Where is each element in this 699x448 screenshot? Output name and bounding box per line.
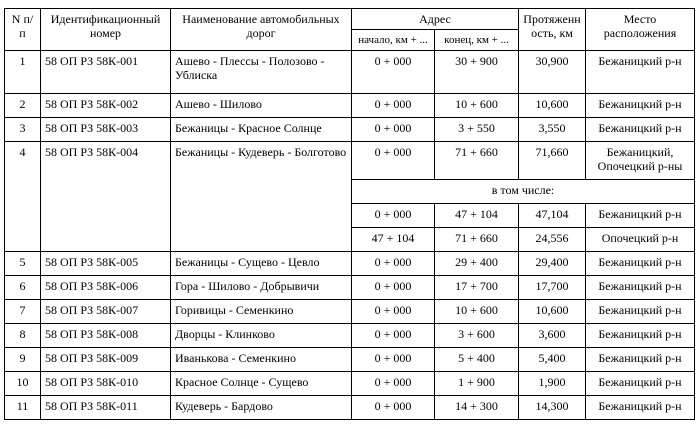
row-name: Иванькова - Семенкино xyxy=(171,348,352,372)
row-end: 71 + 660 xyxy=(435,142,519,180)
row-id: 58 ОП РЗ 58К-005 xyxy=(41,252,171,276)
row-start: 0 + 000 xyxy=(352,396,435,420)
row-name: Ашево - Плессы - Полозово - Ублиска xyxy=(171,51,352,94)
row-name: Кудеверь - Бардово xyxy=(171,396,352,420)
row-length: 71,660 xyxy=(519,142,586,180)
row-location: Бежаницкий р-н xyxy=(586,252,695,276)
row-num: 4 xyxy=(5,142,41,252)
header-name: Наименование автомобильных дорог xyxy=(171,9,352,51)
row-num: 10 xyxy=(5,372,41,396)
row-name: Дворцы - Клинково xyxy=(171,324,352,348)
row-end: 5 + 400 xyxy=(435,348,519,372)
subrow-location: Опочецкий р-н xyxy=(586,228,695,252)
row-start: 0 + 000 xyxy=(352,372,435,396)
subrow-length: 47,104 xyxy=(519,204,586,228)
row-location: Бежаницкий р-н xyxy=(586,348,695,372)
roads-table xyxy=(4,8,695,420)
row-length: 10,600 xyxy=(519,94,586,118)
row-length: 14,300 xyxy=(519,396,586,420)
row-location: Бежаницкий р-н xyxy=(586,300,695,324)
including-label: в том числе: xyxy=(352,180,695,204)
row-length: 5,400 xyxy=(519,348,586,372)
row-id: 58 ОП РЗ 58К-010 xyxy=(41,372,171,396)
row-length: 1,900 xyxy=(519,372,586,396)
subrow-location: Бежаницкий р-н xyxy=(586,204,695,228)
row-id: 58 ОП РЗ 58К-002 xyxy=(41,94,171,118)
row-end: 14 + 300 xyxy=(435,396,519,420)
header-start: начало, км + ... xyxy=(352,30,435,51)
row-start: 0 + 000 xyxy=(352,276,435,300)
row-end: 17 + 700 xyxy=(435,276,519,300)
table-row xyxy=(5,324,695,348)
row-end: 30 + 900 xyxy=(435,51,519,94)
row-end: 29 + 400 xyxy=(435,252,519,276)
row-length: 10,600 xyxy=(519,300,586,324)
row-end: 10 + 600 xyxy=(435,300,519,324)
header-end: конец, км + ... xyxy=(435,30,519,51)
row-name: Горивицы - Семенкино xyxy=(171,300,352,324)
table-row xyxy=(5,252,695,276)
subrow-start: 0 + 000 xyxy=(352,204,435,228)
row-name: Красное Солнце - Сущево xyxy=(171,372,352,396)
row-num: 5 xyxy=(5,252,41,276)
row-name: Бежаницы - Сущево - Цевло xyxy=(171,252,352,276)
row-name: Ашево - Шилово xyxy=(171,94,352,118)
row-num: 9 xyxy=(5,348,41,372)
row-id: 58 ОП РЗ 58К-008 xyxy=(41,324,171,348)
row-length: 3,600 xyxy=(519,324,586,348)
row-length: 29,400 xyxy=(519,252,586,276)
row-location: Бежаницкий р-н xyxy=(586,372,695,396)
row-end: 1 + 900 xyxy=(435,372,519,396)
row-location: Бежаницкий р-н xyxy=(586,396,695,420)
header-location: Место расположения xyxy=(586,9,695,51)
subrow-length: 24,556 xyxy=(519,228,586,252)
table-row xyxy=(5,51,695,94)
row-length: 30,900 xyxy=(519,51,586,94)
row-id: 58 ОП РЗ 58К-007 xyxy=(41,300,171,324)
row-start: 0 + 000 xyxy=(352,252,435,276)
row-location: Бежаницкий р-н xyxy=(586,118,695,142)
row-end: 3 + 600 xyxy=(435,324,519,348)
row-length: 17,700 xyxy=(519,276,586,300)
row-num: 7 xyxy=(5,300,41,324)
row-location: Бежаницкий, Опочецкий р-ны xyxy=(586,142,695,180)
header-address: Адрес xyxy=(352,9,519,30)
row-start: 0 + 000 xyxy=(352,300,435,324)
header-length: Протяженность, км xyxy=(519,9,586,51)
row-start: 0 + 000 xyxy=(352,94,435,118)
table-row xyxy=(5,142,695,180)
subrow-end: 71 + 660 xyxy=(435,228,519,252)
subrow-end: 47 + 104 xyxy=(435,204,519,228)
header-num: N п/п xyxy=(5,9,41,51)
row-name: Бежаницы - Кудеверь - Болготово xyxy=(171,142,352,252)
row-end: 3 + 550 xyxy=(435,118,519,142)
row-num: 1 xyxy=(5,51,41,94)
row-num: 3 xyxy=(5,118,41,142)
row-start: 0 + 000 xyxy=(352,51,435,94)
row-location: Бежаницкий р-н xyxy=(586,94,695,118)
row-id: 58 ОП РЗ 58К-009 xyxy=(41,348,171,372)
row-id: 58 ОП РЗ 58К-011 xyxy=(41,396,171,420)
row-num: 8 xyxy=(5,324,41,348)
table-row xyxy=(5,94,695,118)
subrow-start: 47 + 104 xyxy=(352,228,435,252)
row-id: 58 ОП РЗ 58К-001 xyxy=(41,51,171,94)
row-id: 58 ОП РЗ 58К-003 xyxy=(41,118,171,142)
row-length: 3,550 xyxy=(519,118,586,142)
row-name: Гора - Шилово - Добрывичи xyxy=(171,276,352,300)
row-location: Бежаницкий р-н xyxy=(586,324,695,348)
row-location: Бежаницкий р-н xyxy=(586,276,695,300)
row-name: Бежаницы - Красное Солнце xyxy=(171,118,352,142)
row-id: 58 ОП РЗ 58К-004 xyxy=(41,142,171,252)
table-row xyxy=(5,300,695,324)
row-num: 11 xyxy=(5,396,41,420)
row-start: 0 + 000 xyxy=(352,324,435,348)
header-id: Идентификационный номер xyxy=(41,9,171,51)
row-num: 6 xyxy=(5,276,41,300)
row-location: Бежаницкий р-н xyxy=(586,51,695,94)
table-row xyxy=(5,396,695,420)
row-start: 0 + 000 xyxy=(352,142,435,180)
table-row xyxy=(5,276,695,300)
table-row xyxy=(5,372,695,396)
row-start: 0 + 000 xyxy=(352,118,435,142)
table-row xyxy=(5,118,695,142)
row-id: 58 ОП РЗ 58К-006 xyxy=(41,276,171,300)
row-start: 0 + 000 xyxy=(352,348,435,372)
row-end: 10 + 600 xyxy=(435,94,519,118)
row-num: 2 xyxy=(5,94,41,118)
table-row xyxy=(5,348,695,372)
